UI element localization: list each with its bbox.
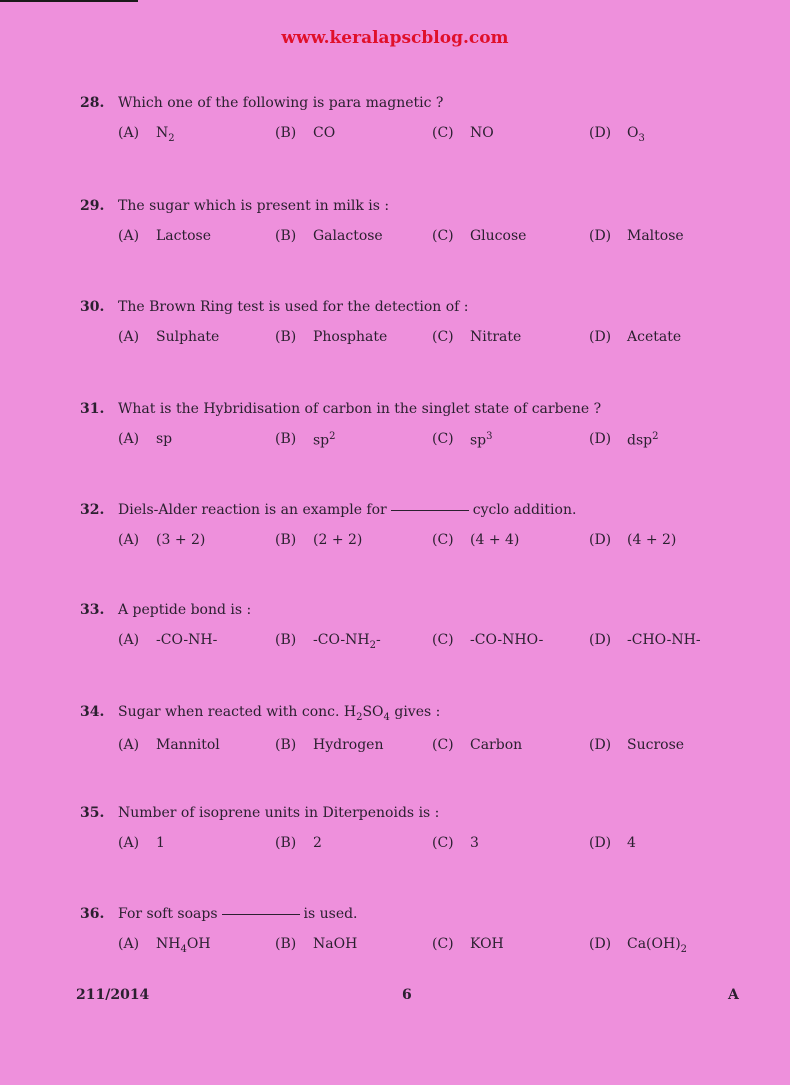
option-c (432, 329, 589, 345)
option-value: KOH (470, 936, 504, 952)
options-row (118, 835, 760, 851)
option-value: $sp^2$ (313, 431, 336, 449)
answer-blank (222, 914, 300, 915)
question-35 (80, 805, 760, 851)
option-c (432, 532, 589, 548)
option-b (275, 329, 432, 345)
option-b (275, 936, 432, 955)
option-b (275, 835, 432, 851)
option-letter: (D) (589, 835, 612, 851)
option-letter: (B) (275, 835, 297, 851)
option-value: (3 + 2) (156, 532, 206, 548)
option-d (589, 431, 746, 449)
option-c (432, 737, 589, 753)
option-letter: (B) (275, 532, 297, 548)
options-row (118, 329, 760, 345)
option-letter: (A) (118, 431, 140, 447)
option-b (275, 125, 432, 144)
question-text: The sugar which is present in milk is : (118, 198, 390, 214)
option-letter: (C) (432, 329, 454, 345)
option-letter: (A) (118, 632, 140, 648)
option-value: $Ca(OH)_2$ (627, 936, 688, 955)
option-c (432, 228, 589, 244)
option-a (118, 737, 275, 753)
option-letter: (C) (432, 632, 454, 648)
option-value: Hydrogen (313, 736, 384, 753)
option-letter: (A) (118, 835, 140, 851)
option-letter: (D) (589, 736, 612, 753)
scan-edge-mark (0, 0, 138, 2)
option-value: 1 (156, 835, 165, 851)
question-text: What is the Hybridisation of carbon in the singlet state of carbene ? (118, 401, 602, 417)
question-number: 31. (80, 401, 105, 417)
option-value: $sp^3$ (470, 431, 493, 449)
question-36 (80, 906, 760, 955)
option-d (589, 632, 746, 651)
options-row (118, 228, 760, 244)
question-number: 28. (80, 95, 105, 111)
option-letter: (B) (275, 936, 297, 952)
option-letter: (B) (275, 736, 297, 753)
option-letter: (D) (589, 936, 612, 952)
header-url: www.keralapscblog.com (281, 28, 509, 48)
option-b (275, 431, 432, 449)
option-value: $NH_4OH$ (156, 936, 211, 955)
question-text: Sugar when reacted with conc. $H_2SO_4$ gives : (118, 704, 441, 723)
option-value: 2 (313, 835, 322, 851)
option-letter: (C) (432, 431, 454, 447)
question-34 (80, 704, 760, 753)
question-number: 30. (80, 299, 105, 315)
option-d (589, 737, 746, 753)
option-letter: (A) (118, 228, 140, 244)
option-c (432, 125, 589, 144)
question-text: The Brown Ring test is used for the detection of : (118, 299, 469, 315)
question-28 (80, 95, 760, 144)
option-value: Maltose (627, 228, 684, 244)
option-letter: (C) (432, 228, 454, 244)
option-c (432, 431, 589, 449)
series-code: A (728, 987, 739, 1003)
options-row (118, 737, 760, 753)
option-letter: (D) (589, 632, 612, 648)
option-value: (2 + 2) (313, 532, 363, 548)
option-letter: (B) (275, 125, 297, 141)
question-29 (80, 198, 760, 244)
option-letter: (B) (275, 228, 297, 244)
option-d (589, 936, 746, 955)
option-value: $-CO-NH_2-$ (313, 632, 381, 651)
option-letter: (B) (275, 431, 297, 447)
option-a (118, 936, 275, 955)
option-b (275, 228, 432, 244)
question-text: Number of isoprene units in Diterpenoids is : (118, 805, 440, 821)
option-value: 3 (470, 835, 479, 851)
option-c (432, 835, 589, 851)
question-text: Which one of the following is para magnetic ? (118, 95, 444, 111)
question-32 (80, 502, 760, 548)
question-text: A peptide bond is : (118, 602, 252, 618)
options-row (118, 431, 760, 449)
option-a (118, 228, 275, 244)
question-number: 35. (80, 805, 105, 821)
paper-code: 211/2014 (76, 987, 150, 1003)
option-c (432, 632, 589, 651)
option-value: -CO-NHO- (470, 632, 544, 648)
question-number: 33. (80, 602, 105, 618)
options-row (118, 532, 760, 548)
question-text: Diels-Alder reaction is an example for cyclo addition. (118, 502, 577, 518)
option-b (275, 532, 432, 548)
option-letter: (D) (589, 125, 612, 141)
option-letter: (A) (118, 736, 140, 753)
option-letter: (C) (432, 736, 454, 753)
option-value: dsp$^2$ (627, 431, 659, 449)
option-value: NO (470, 125, 494, 141)
option-a (118, 329, 275, 345)
option-value: $N_2$ (156, 125, 175, 144)
question-33 (80, 602, 760, 651)
option-value: CO (313, 125, 336, 141)
option-value: Galactose (313, 228, 383, 244)
option-value: 4 (627, 835, 636, 851)
option-letter: (D) (589, 431, 612, 447)
option-d (589, 835, 746, 851)
option-value: Sulphate (156, 329, 220, 345)
option-a (118, 532, 275, 548)
option-c (432, 936, 589, 955)
option-a (118, 835, 275, 851)
question-31 (80, 401, 760, 449)
option-letter: (B) (275, 329, 297, 345)
option-value: sp (156, 431, 173, 447)
option-d (589, 228, 746, 244)
option-d (589, 329, 746, 345)
option-letter: (B) (275, 632, 297, 648)
option-letter: (D) (589, 228, 612, 244)
answer-blank (391, 510, 469, 511)
question-number: 32. (80, 502, 105, 518)
option-letter: (A) (118, 936, 140, 952)
option-letter: (A) (118, 329, 140, 345)
option-value: Phosphate (313, 329, 388, 345)
option-a (118, 125, 275, 144)
option-value: Acetate (627, 329, 682, 345)
option-value: Lactose (156, 228, 212, 244)
options-row (118, 125, 760, 144)
option-value: -CHO-NH- (627, 632, 701, 648)
page-number: 6 (402, 987, 412, 1003)
option-value: NaOH (313, 936, 358, 952)
option-value: Mannitol (156, 736, 220, 753)
option-b (275, 632, 432, 651)
option-a (118, 632, 275, 651)
question-text: For soft soaps is used. (118, 906, 358, 922)
option-letter: (A) (118, 532, 140, 548)
question-30 (80, 299, 760, 345)
option-letter: (C) (432, 936, 454, 952)
option-d (589, 125, 746, 144)
option-a (118, 431, 275, 449)
option-letter: (A) (118, 125, 140, 141)
option-value: Carbon (470, 736, 523, 753)
option-letter: (C) (432, 532, 454, 548)
option-value: (4 + 4) (470, 532, 520, 548)
option-d (589, 532, 746, 548)
option-letter: (C) (432, 835, 454, 851)
question-number: 29. (80, 198, 105, 214)
option-b (275, 737, 432, 753)
question-number: 34. (80, 704, 105, 720)
option-value: Glucose (470, 228, 527, 244)
option-letter: (C) (432, 125, 454, 141)
option-letter: (D) (589, 329, 612, 345)
options-row (118, 936, 760, 955)
option-value: Nitrate (470, 329, 522, 345)
option-value: Sucrose (627, 736, 685, 753)
option-value: $O_3$ (627, 125, 645, 144)
option-letter: (D) (589, 532, 612, 548)
option-value: -CO-NH- (156, 632, 218, 648)
option-value: (4 + 2) (627, 532, 677, 548)
options-row (118, 632, 760, 651)
question-number: 36. (80, 906, 105, 922)
